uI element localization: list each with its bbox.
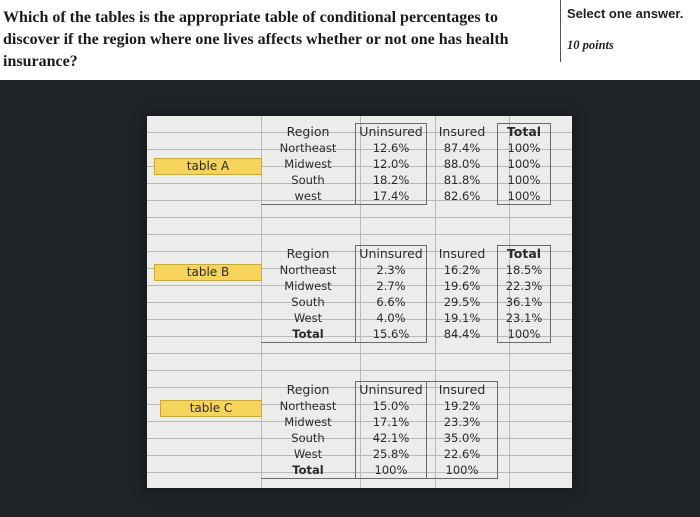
- question-line-3: insurance?: [3, 53, 78, 70]
- table-a-header-total: Total: [498, 124, 551, 141]
- table-b-cell: 18.5%: [498, 262, 551, 278]
- table-row: [261, 310, 551, 326]
- table-c-cell: 17.1%: [356, 414, 427, 430]
- table-b-cell: 19.1%: [443, 311, 481, 325]
- table-c-cell: 19.2%: [427, 398, 498, 414]
- table-b-cell: Midwest: [284, 279, 332, 293]
- table-row: [261, 430, 498, 446]
- question-line-1: Which of the tables is the appropriate table of conditional percentages to: [3, 9, 498, 26]
- table-row: [261, 446, 498, 462]
- table-b-cell: 84.4%: [443, 327, 481, 342]
- table-c-cell: Total: [261, 462, 356, 479]
- table-b-cell: 29.5%: [443, 295, 481, 309]
- table-row: [261, 398, 498, 414]
- table-c-cell: 25.8%: [356, 446, 427, 462]
- table-c-cell: 22.6%: [427, 446, 498, 462]
- table-a-header-region: Region: [286, 123, 330, 139]
- table-a-cell: 81.8%: [443, 173, 481, 187]
- table-c-header-uninsured: Uninsured: [356, 382, 427, 399]
- table-a-cell: 82.6%: [443, 189, 481, 204]
- table-c-cell: West: [293, 447, 323, 461]
- table-a-cell: 12.6%: [356, 140, 427, 156]
- spreadsheet-sheet: [147, 116, 572, 488]
- table-b-cell: 16.2%: [443, 263, 481, 277]
- table-b: [261, 245, 551, 343]
- table-b-header-uninsured: Uninsured: [356, 246, 427, 263]
- table-b-cell: 23.1%: [498, 310, 551, 326]
- table-a-cell: Northeast: [279, 141, 337, 155]
- table-a-cell: 100%: [498, 156, 551, 172]
- table-b-cell: 4.0%: [356, 310, 427, 326]
- table-c: [261, 381, 498, 479]
- table-a-label: table A: [154, 158, 262, 175]
- table-b-cell: 15.6%: [356, 326, 427, 343]
- table-b-cell: 6.6%: [356, 294, 427, 310]
- table-b-cell: 36.1%: [498, 294, 551, 310]
- points-label: 10 points: [567, 38, 614, 52]
- table-row: [261, 278, 551, 294]
- table-a-cell: Midwest: [284, 157, 332, 171]
- table-a-cell: 17.4%: [356, 188, 427, 205]
- table-b-label: table B: [154, 264, 262, 281]
- table-b-header-insured: Insured: [438, 245, 486, 261]
- table-a-cell: 100%: [498, 188, 551, 205]
- table-c-header-insured: Insured: [427, 382, 498, 399]
- table-row: [261, 188, 551, 205]
- table-a-header-insured: Insured: [438, 123, 486, 139]
- table-a-cell: west: [261, 188, 356, 205]
- answer-info-panel: [560, 0, 700, 62]
- table-c-cell: 100%: [427, 462, 498, 479]
- table-row: [261, 156, 551, 172]
- table-a-cell: 100%: [498, 172, 551, 188]
- table-c-cell: Northeast: [279, 399, 337, 413]
- table-b-cell: 100%: [498, 326, 551, 343]
- table-c-cell: 15.0%: [356, 398, 427, 414]
- table-row: [261, 172, 551, 188]
- table-row: [261, 414, 498, 430]
- table-a-cell: 87.4%: [443, 141, 481, 155]
- table-a-cell: South: [291, 173, 325, 187]
- question-text: [3, 7, 543, 73]
- table-b-cell: South: [291, 295, 325, 309]
- table-row: [261, 140, 551, 156]
- table-c-cell: 23.3%: [427, 414, 498, 430]
- table-b-cell: 19.6%: [443, 279, 481, 293]
- table-c-cell: Midwest: [284, 415, 332, 429]
- table-row: [261, 294, 551, 310]
- table-b-cell: West: [293, 311, 323, 325]
- table-a-header-uninsured: Uninsured: [356, 124, 427, 141]
- table-b-cell: Northeast: [279, 263, 337, 277]
- table-b-cell: 22.3%: [498, 278, 551, 294]
- spreadsheet-photo: [0, 80, 700, 517]
- table-b-header-total: Total: [498, 246, 551, 263]
- table-c-cell: 35.0%: [427, 430, 498, 446]
- question-line-2: discover if the region where one lives affects whether or not one has health: [3, 31, 509, 48]
- table-b-cell: Total: [261, 326, 356, 343]
- table-c-cell: 100%: [356, 462, 427, 479]
- table-row: [261, 262, 551, 278]
- table-a: [261, 123, 551, 205]
- table-b-cell: 2.7%: [356, 278, 427, 294]
- table-c-cell: 42.1%: [356, 430, 427, 446]
- table-b-cell: 2.3%: [356, 262, 427, 278]
- table-c-header-region: Region: [286, 381, 330, 397]
- table-b-header-region: Region: [286, 245, 330, 261]
- table-row: [261, 462, 498, 479]
- table-c-cell: South: [291, 431, 325, 445]
- table-c-label: table C: [160, 400, 262, 417]
- table-a-cell: 12.0%: [356, 156, 427, 172]
- table-a-cell: 100%: [498, 140, 551, 156]
- table-row: [261, 326, 551, 343]
- table-a-cell: 88.0%: [443, 157, 481, 171]
- table-a-cell: 18.2%: [356, 172, 427, 188]
- select-one-answer-label: Select one answer.: [567, 6, 684, 21]
